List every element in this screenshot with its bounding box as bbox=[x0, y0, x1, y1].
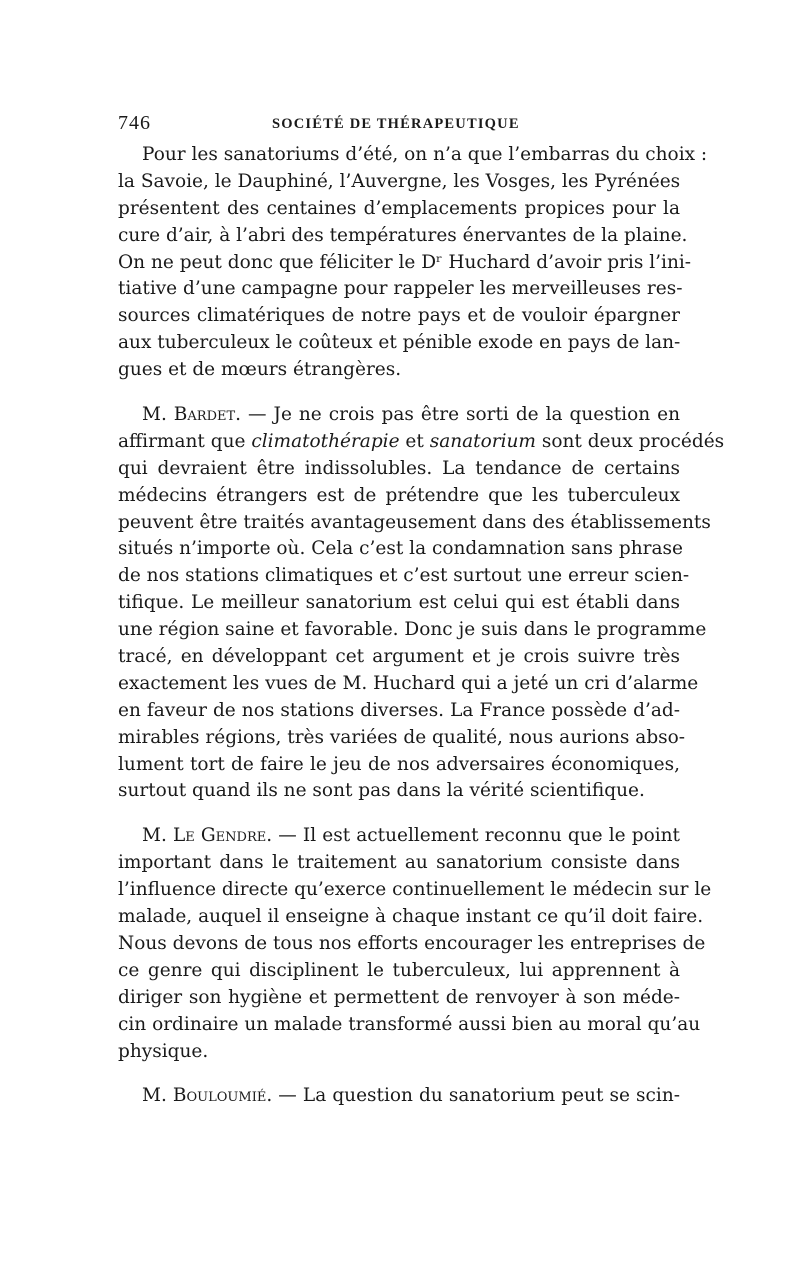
text-line: gues et de mœurs étrangères. bbox=[118, 359, 402, 381]
text-line: diriger son hygiène et permettent de renvoyer à son méde- bbox=[118, 986, 680, 1008]
text-line: cin ordinaire un malade transformé aussi bien au moral qu’au bbox=[118, 1013, 701, 1035]
text-line: médecins étrangers est de prétendre que les tuberculeux bbox=[118, 484, 680, 506]
speaker-name: M. Bouloumié. bbox=[142, 1085, 273, 1107]
text-line: lument tort de faire le jeu de nos adversaires économiques, bbox=[118, 753, 680, 775]
text-line: tifique. Le meilleur sanatorium est celui qui est établi dans bbox=[118, 592, 680, 614]
text-line: mirables régions, très variées de qualité, nous aurions abso- bbox=[118, 726, 686, 748]
text-line: qui devraient être indissolubles. La tendance de certains bbox=[118, 457, 680, 479]
speaker-name: M. Bardet. bbox=[142, 404, 242, 426]
line-text: et bbox=[399, 430, 430, 452]
speaker-name: M. Le Gendre. bbox=[142, 825, 273, 847]
page-number: 746 bbox=[118, 112, 151, 134]
text-line bbox=[118, 1083, 680, 1110]
line-text: — La question du sanatorium peut se scin- bbox=[272, 1085, 680, 1107]
text-line: physique. bbox=[118, 1040, 209, 1062]
text-line: aux tuberculeux le coûteux et pénible exode en pays de lan- bbox=[118, 332, 681, 354]
text-line: présentent des centaines d’emplacements propices pour la bbox=[118, 197, 680, 219]
text-line: de nos stations climatiques et c’est surtout une erreur scien- bbox=[118, 565, 690, 587]
text-line bbox=[118, 823, 680, 850]
text-line: malade, auquel il enseigne à chaque instant ce qu’il doit faire. bbox=[118, 906, 704, 928]
italic-term: sanatorium bbox=[429, 430, 536, 452]
text-line: Nous devons de tous nos efforts encourager les entreprises de bbox=[118, 932, 706, 954]
running-head bbox=[118, 112, 680, 142]
text-line bbox=[118, 429, 725, 456]
book-page bbox=[118, 112, 725, 1128]
text-line: important dans le traitement au sanatorium consiste dans bbox=[118, 852, 680, 874]
running-title: SOCIÉTÉ DE THÉRAPEUTIQUE bbox=[272, 116, 520, 132]
italic-term: climatothérapie bbox=[251, 430, 400, 452]
line-text: sont deux procédés bbox=[535, 430, 725, 452]
text-line: la Savoie, le Dauphiné, l’Auvergne, les Vosges, les Pyrénées bbox=[118, 170, 681, 192]
text-line: peuvent être traités avantageusement dans des établissements bbox=[118, 511, 711, 533]
text-line: cure d’air, à l’abri des températures énervantes de la plaine. bbox=[118, 224, 688, 246]
text-line: situés n’importe où. Cela c’est la condamnation sans phrase bbox=[118, 538, 683, 560]
text-line: Pour les sanatoriums d’été, on n’a que l’embarras du choix : bbox=[142, 144, 708, 165]
text-line: une région saine et favorable. Donc je suis dans le programme bbox=[118, 619, 707, 641]
text-line: en faveur de nos stations diverses. La France possède d’ad- bbox=[118, 699, 680, 721]
text-line: sources climatériques de notre pays et de vouloir épargner bbox=[118, 305, 680, 327]
text-line: On ne peut donc que féliciter le Dʳ Huchard d’avoir pris l’ini- bbox=[118, 251, 692, 273]
text-line: tracé, en développant cet argument et je crois suivre très bbox=[118, 646, 680, 668]
paragraph-bouloumie bbox=[118, 1083, 680, 1110]
text-line: exactement les vues de M. Huchard qui a jeté un cri d’alarme bbox=[118, 672, 699, 694]
text-line bbox=[118, 402, 680, 429]
text-line: tiative d’une campagne pour rappeler les merveilleuses res- bbox=[118, 278, 683, 300]
paragraph-le-gendre bbox=[118, 823, 712, 1065]
line-text: — Je ne crois pas être sorti de la question en bbox=[241, 404, 680, 426]
paragraph-bardet bbox=[118, 402, 725, 805]
text-line: ce genre qui disciplinent le tuberculeux, lui apprennent à bbox=[118, 959, 680, 981]
paragraph-sanatoriums bbox=[118, 142, 708, 384]
line-text: affirmant que bbox=[118, 430, 252, 452]
text-line: surtout quand ils ne sont pas dans la vérité scientifique. bbox=[118, 780, 645, 802]
text-line: l’influence directe qu’exerce continuellement le médecin sur le bbox=[118, 879, 712, 901]
line-text: — Il est actuellement reconnu que le point bbox=[272, 825, 680, 847]
